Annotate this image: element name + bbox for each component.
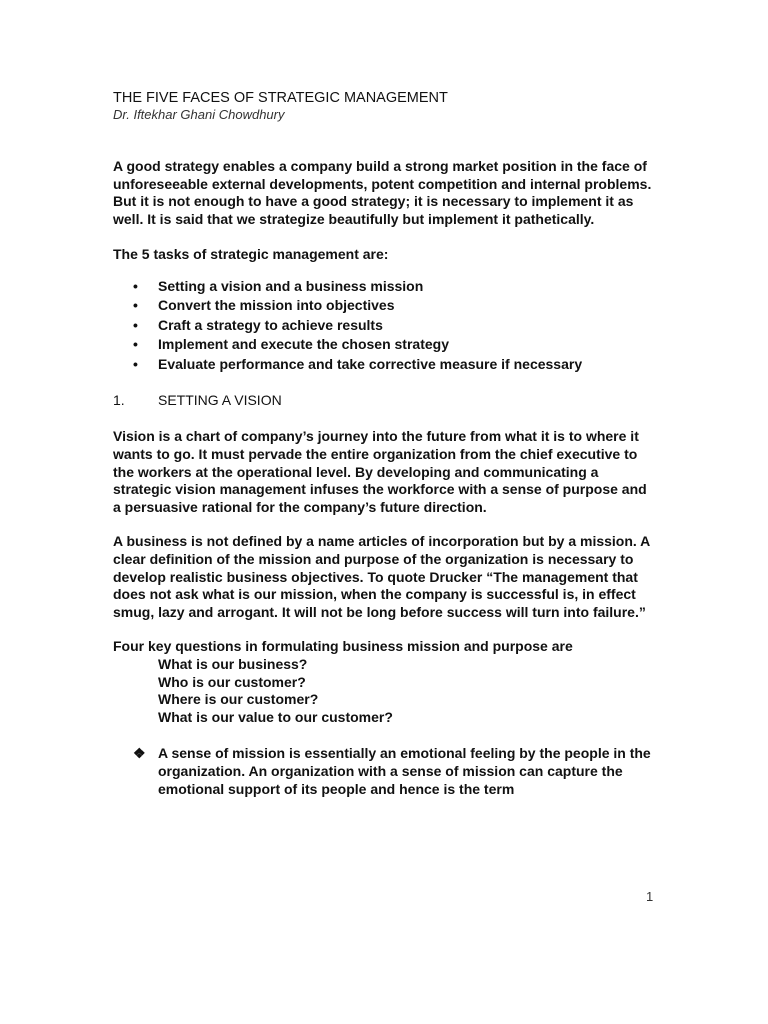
- bullet-icon: •: [133, 277, 138, 294]
- bullet-icon: •: [133, 297, 138, 314]
- document-page: [113, 90, 653, 798]
- document-title: THE FIVE FACES OF STRATEGIC MANAGEMENT: [113, 90, 448, 106]
- tasks-lead: The 5 tasks of strategic management are:: [113, 246, 389, 263]
- tasks-list: [113, 277, 653, 375]
- intro-paragraph: A good strategy enables a company build a strong market position in the face of unforeseeable external developments, potent competition and internal problems. But it is not enough to have a good strategy; it is necessary to implement it as well. It is said that we strategize beautifully but implement it pathetically.: [113, 158, 652, 227]
- list-item: What is our value to our customer?: [158, 708, 393, 725]
- list-item: What is our business?: [158, 656, 308, 672]
- mission-note: ❖ A sense of mission is essentially an emotional feeling by the people in the organization. An organization with a sense of mission can capture the emotional support of its people and hence is the term: [133, 745, 651, 797]
- mission-paragraph: A business is not defined by a name articles of incorporation but by a mission. A clear definition of the mission and purpose of the organization is necessary to develop realistic business objectives. To quote Drucker “The management that does not ask what is our mission, when the company is successful is, in effect smug, lazy and arrogant. It will not be long before success will turn into failure.”: [113, 533, 650, 620]
- list-item: Who is our customer?: [158, 673, 306, 690]
- bullet-icon: •: [133, 355, 138, 372]
- diamond-bullet-icon: ❖: [133, 745, 146, 762]
- page-number: 1: [646, 889, 654, 904]
- list-item: • Evaluate performance and take corrective measure if necessary: [113, 355, 653, 375]
- list-item: Where is our customer?: [158, 691, 319, 708]
- questions-list: [113, 656, 653, 726]
- questions-lead: Four key questions in formulating business mission and purpose are: [113, 638, 573, 655]
- list-item: • Craft a strategy to achieve results: [113, 316, 653, 336]
- section-title: SETTING A VISION: [158, 392, 282, 409]
- bullet-icon: •: [133, 316, 138, 333]
- list-item: • Implement and execute the chosen strategy: [113, 335, 653, 355]
- vision-paragraph: Vision is a chart of company’s journey into the future from what it is to where it wants to go. It must pervade the entire organization from the chief executive to the workers at the operational level. By developing and communicating a strategic vision management infuses the workforce with a sense of purpose and a persuasive rational for the company’s future direction.: [113, 428, 647, 515]
- section-number: 1.: [113, 392, 125, 409]
- document-author: Dr. Iftekhar Ghani Chowdhury: [113, 107, 285, 122]
- list-item: • Convert the mission into objectives: [113, 296, 653, 316]
- section-heading: [113, 392, 653, 409]
- bullet-icon: •: [133, 336, 138, 353]
- list-item: • Setting a vision and a business mission: [113, 277, 653, 297]
